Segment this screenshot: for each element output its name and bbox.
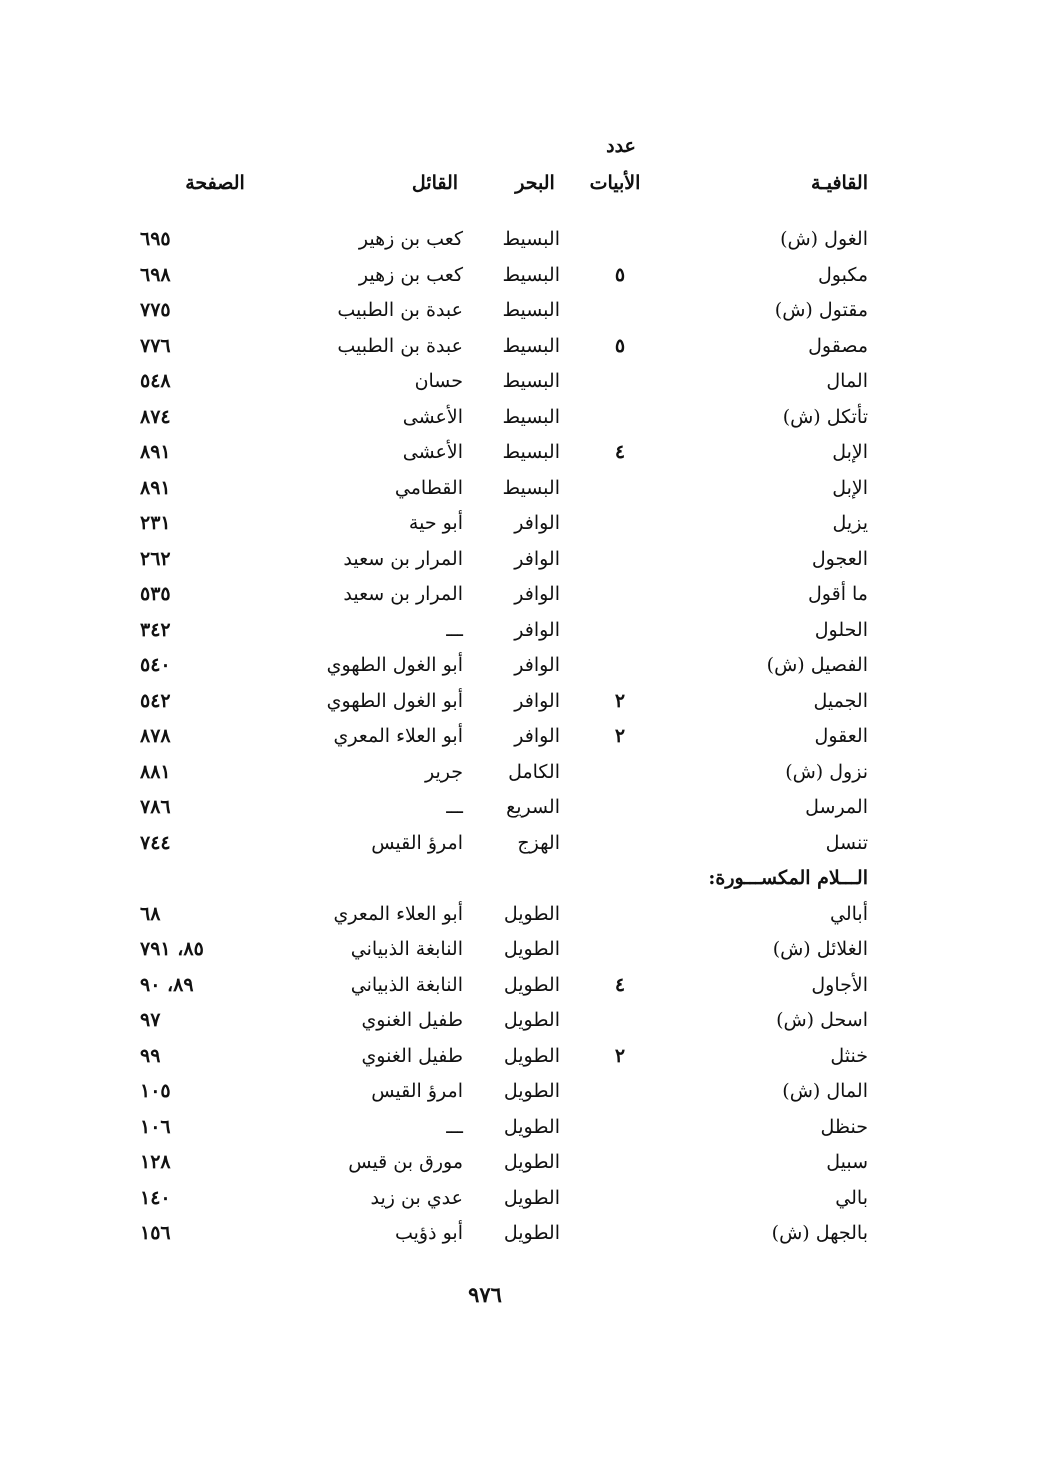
meter-cell: الكامل bbox=[508, 760, 560, 783]
meter-cell: الوافر bbox=[514, 654, 560, 676]
table-row bbox=[0, 1183, 1037, 1219]
meter-cell: البسيط bbox=[502, 334, 560, 357]
table-row bbox=[0, 934, 1037, 970]
table-row bbox=[0, 473, 1037, 509]
table-row bbox=[0, 579, 1037, 615]
poet-cell: طفيل الغنوي bbox=[361, 1044, 463, 1067]
page-cell: ٨٩١ bbox=[140, 441, 171, 463]
rhyme-cell: الـــلام المكســـورة: bbox=[708, 867, 868, 889]
meter-cell: البسيط bbox=[502, 263, 560, 286]
table-row bbox=[0, 402, 1037, 438]
poet-cell: النابغة الذبياني bbox=[350, 938, 463, 960]
page-cell: ٥٤٠ bbox=[140, 654, 171, 676]
meter-cell: البسيط bbox=[502, 228, 560, 250]
page-cell: ١٠٥ bbox=[140, 1080, 171, 1102]
poet-cell: امرؤ القيس bbox=[371, 831, 463, 854]
page-cell: ٨٩، ٩٠ bbox=[140, 973, 194, 996]
table-row bbox=[0, 1005, 1037, 1041]
index-table bbox=[0, 224, 1037, 1254]
poet-cell: طفيل الغنوي bbox=[361, 1009, 463, 1031]
page-cell: ١٢٨ bbox=[140, 1151, 171, 1173]
poet-cell: مورق بن قيس bbox=[348, 1151, 463, 1173]
page-cell: ٥٣٥ bbox=[140, 583, 171, 605]
rhyme-cell: أبالي bbox=[830, 902, 868, 925]
verse-count-cell: ٥ bbox=[614, 334, 626, 357]
header-rhyme: القافيـة bbox=[810, 172, 868, 194]
poet-cell: عدي بن زيد bbox=[370, 1186, 463, 1209]
poet-cell: أبو الغول الطهوي bbox=[326, 654, 463, 676]
table-row bbox=[0, 295, 1037, 331]
rhyme-cell: الجميل bbox=[813, 689, 868, 712]
page-cell: ٧٧٥ bbox=[140, 299, 171, 321]
poet-cell: أبو ذؤيب bbox=[394, 1222, 463, 1244]
rhyme-cell: الحلول bbox=[814, 618, 868, 641]
rhyme-cell: المال (ش) bbox=[782, 1080, 868, 1102]
table-row bbox=[0, 224, 1037, 260]
meter-cell: السريع bbox=[506, 796, 560, 818]
page-cell: ٩٧ bbox=[140, 1009, 161, 1031]
page-cell: ٧٧٦ bbox=[140, 334, 171, 357]
page-cell: ٨٨١ bbox=[140, 760, 171, 783]
table-row bbox=[0, 686, 1037, 722]
meter-cell: الطويل bbox=[503, 1044, 560, 1067]
verse-count-cell: ٢ bbox=[614, 689, 626, 712]
poet-cell: امرؤ القيس bbox=[371, 1080, 463, 1102]
rhyme-cell: المال bbox=[826, 370, 868, 392]
page-cell: ١٠٦ bbox=[140, 1115, 171, 1138]
meter-cell: البسيط bbox=[502, 441, 560, 463]
table-row bbox=[0, 1218, 1037, 1254]
poet-cell: عبدة بن الطبيب bbox=[337, 299, 463, 321]
meter-cell: الطويل bbox=[503, 1009, 560, 1031]
poet-cell: المرار بن سعيد bbox=[343, 547, 463, 570]
meter-cell: الطويل bbox=[503, 1222, 560, 1244]
poet-cell: جرير bbox=[425, 760, 463, 783]
rhyme-cell: الغلائل (ش) bbox=[772, 938, 868, 960]
rhyme-cell: ما أقول bbox=[808, 583, 868, 605]
table-row bbox=[0, 1112, 1037, 1148]
rhyme-cell: بالي bbox=[835, 1186, 868, 1209]
meter-cell: الوافر bbox=[514, 689, 560, 712]
poet-cell: ـــ bbox=[446, 1115, 463, 1138]
rhyme-cell: خنثل bbox=[830, 1044, 868, 1067]
rhyme-cell: تأتكل (ش) bbox=[782, 405, 868, 428]
table-row bbox=[0, 615, 1037, 651]
poet-cell: أبو العلاء المعري bbox=[333, 725, 463, 747]
page-cell: ٨٧٤ bbox=[140, 405, 171, 428]
page-cell: ٨٧٨ bbox=[140, 725, 171, 747]
table-row bbox=[0, 757, 1037, 793]
poet-cell: أبو حية bbox=[408, 512, 463, 534]
poet-cell: ـــ bbox=[446, 796, 463, 818]
rhyme-cell: العجول bbox=[811, 547, 868, 570]
meter-cell: الطويل bbox=[503, 1115, 560, 1138]
table-row bbox=[0, 1076, 1037, 1112]
header-page: الصفحة bbox=[185, 172, 245, 194]
page-cell: ٣٤٢ bbox=[140, 618, 171, 641]
meter-cell: البسيط bbox=[502, 476, 560, 499]
meter-cell: الطويل bbox=[503, 938, 560, 960]
rhyme-cell: المرسل bbox=[805, 796, 868, 818]
page-cell: ٢٣١ bbox=[140, 512, 171, 534]
poet-cell: حسان bbox=[414, 370, 463, 392]
poet-cell: القطامي bbox=[394, 476, 463, 499]
meter-cell: الوافر bbox=[514, 512, 560, 534]
meter-cell: الوافر bbox=[514, 618, 560, 641]
table-row bbox=[0, 437, 1037, 473]
poet-cell: ـــ bbox=[446, 618, 463, 641]
meter-cell: الوافر bbox=[514, 583, 560, 605]
table-row bbox=[0, 828, 1037, 864]
meter-cell: الوافر bbox=[514, 725, 560, 747]
page-cell: ٥٤٨ bbox=[140, 370, 171, 392]
page-cell: ٦٩٨ bbox=[140, 263, 171, 286]
poet-cell: النابغة الذبياني bbox=[350, 973, 463, 996]
rhyme-cell: العقول bbox=[814, 725, 868, 747]
meter-cell: البسيط bbox=[502, 370, 560, 392]
poet-cell: أبو الغول الطهوي bbox=[326, 689, 463, 712]
rhyme-cell: الفصيل (ش) bbox=[766, 654, 868, 676]
verse-count-cell: ٤ bbox=[614, 973, 626, 996]
rhyme-cell: يزيل bbox=[832, 512, 868, 534]
page-cell: ٧٨٦ bbox=[140, 796, 171, 818]
table-row bbox=[0, 260, 1037, 296]
table-row bbox=[0, 899, 1037, 935]
rhyme-cell: الإبل bbox=[832, 441, 868, 463]
poet-cell: الأعشى bbox=[402, 405, 463, 428]
page-number: ٩٧٦ bbox=[468, 1282, 502, 1307]
poet-cell: عبدة بن الطبيب bbox=[337, 334, 463, 357]
table-row bbox=[0, 1147, 1037, 1183]
poet-cell: كعب بن زهير bbox=[358, 263, 463, 286]
verse-count-cell: ٢ bbox=[614, 725, 626, 747]
verse-count-cell: ٢ bbox=[614, 1044, 626, 1067]
rhyme-cell: الأجاول bbox=[811, 973, 868, 996]
poet-cell: أبو العلاء المعري bbox=[333, 902, 463, 925]
page-cell: ٦٨ bbox=[140, 902, 161, 925]
meter-cell: الطويل bbox=[503, 973, 560, 996]
rhyme-cell: حنظل bbox=[820, 1115, 868, 1138]
verse-count-cell: ٤ bbox=[614, 441, 626, 463]
rhyme-cell: الغول (ش) bbox=[780, 228, 868, 250]
page-cell: ١٥٦ bbox=[140, 1222, 171, 1244]
meter-cell: الطويل bbox=[503, 1080, 560, 1102]
poet-cell: المرار بن سعيد bbox=[343, 583, 463, 605]
meter-cell: الهزج bbox=[517, 831, 560, 854]
section-heading-row bbox=[0, 863, 1037, 899]
poet-cell: كعب بن زهير bbox=[358, 228, 463, 250]
table-row bbox=[0, 508, 1037, 544]
page-cell: ٨٩١ bbox=[140, 476, 171, 499]
page-cell: ٩٩ bbox=[140, 1044, 161, 1067]
meter-cell: البسيط bbox=[502, 299, 560, 321]
rhyme-cell: اسحل (ش) bbox=[776, 1009, 868, 1031]
verse-count-cell: ٥ bbox=[614, 263, 626, 286]
rhyme-cell: مكبول bbox=[817, 263, 868, 286]
table-row bbox=[0, 1041, 1037, 1077]
meter-cell: الوافر bbox=[514, 547, 560, 570]
rhyme-cell: بالجهل (ش) bbox=[771, 1222, 868, 1244]
meter-cell: الطويل bbox=[503, 1151, 560, 1173]
rhyme-cell: الإبل bbox=[832, 476, 868, 499]
header-poet: القائل bbox=[411, 172, 459, 194]
page-cell: ٨٥، ٧٩١ bbox=[140, 938, 204, 960]
page-cell: ٢٦٢ bbox=[140, 547, 171, 570]
meter-cell: البسيط bbox=[502, 405, 560, 428]
page-cell: ١٤٠ bbox=[140, 1186, 171, 1209]
page-cell: ٦٩٥ bbox=[140, 228, 171, 250]
table-row bbox=[0, 970, 1037, 1006]
header-meter: البحر bbox=[515, 172, 555, 194]
table-row bbox=[0, 366, 1037, 402]
meter-cell: الطويل bbox=[503, 902, 560, 925]
poet-cell: الأعشى bbox=[402, 441, 463, 463]
table-row bbox=[0, 650, 1037, 686]
table-row bbox=[0, 721, 1037, 757]
table-row bbox=[0, 544, 1037, 580]
page-cell: ٧٤٤ bbox=[140, 831, 171, 854]
rhyme-cell: نزول (ش) bbox=[785, 760, 868, 783]
rhyme-cell: تنسل bbox=[825, 831, 868, 854]
table-row bbox=[0, 792, 1037, 828]
rhyme-cell: سبيل bbox=[826, 1151, 868, 1173]
rhyme-cell: مقتول (ش) bbox=[774, 299, 868, 321]
header-count-line2: الأبيات bbox=[589, 172, 641, 194]
rhyme-cell: مصقول bbox=[808, 334, 868, 357]
page-cell: ٥٤٢ bbox=[140, 689, 171, 712]
meter-cell: الطويل bbox=[503, 1186, 560, 1209]
table-row bbox=[0, 331, 1037, 367]
header-count-line1: عدد bbox=[606, 135, 636, 157]
